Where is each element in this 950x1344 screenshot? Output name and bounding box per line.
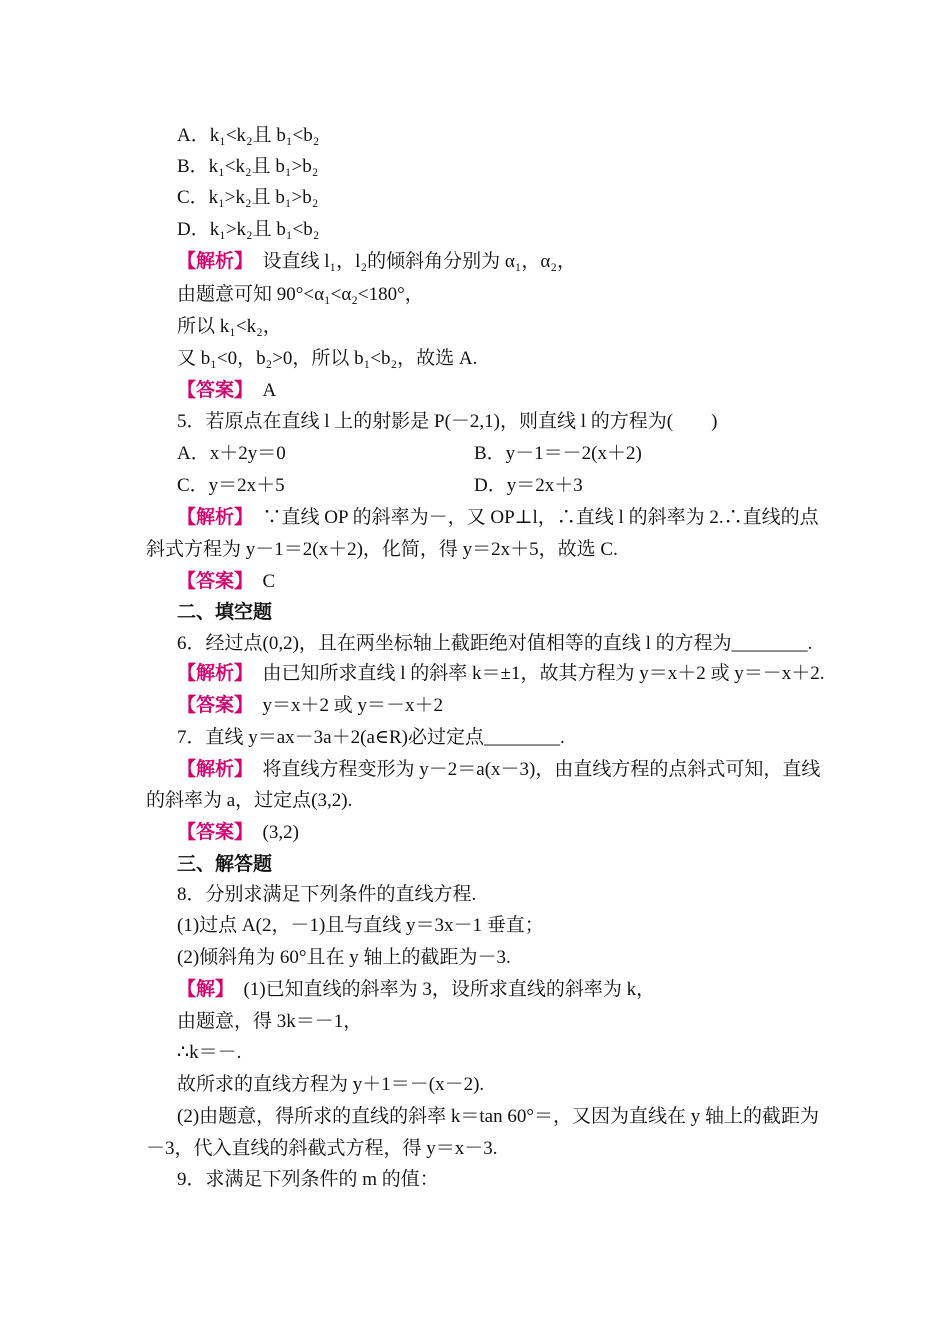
answer-line — [177, 821, 299, 845]
text-line: 所以 k₁<k₂， — [177, 316, 282, 337]
text-line: 斜式方程为 y－1＝2(x＋2)，化简，得 y＝2x＋5，故选 C. — [146, 539, 618, 560]
answer-text: (3,2) — [262, 822, 299, 843]
text-line: (2)倾斜角为 60°且在 y 轴上的截距为－3. — [177, 947, 511, 968]
answer-line — [177, 570, 275, 594]
question-9: 9．求满足下列条件的 m 的值： — [177, 1169, 439, 1190]
option-d: D．y＝2x＋3 — [474, 475, 583, 496]
analysis-line — [177, 758, 820, 782]
answer-text: y＝x＋2 或 y＝－x＋2 — [262, 695, 444, 716]
question-6: 6．经过点(0,2)，且在两坐标轴上截距绝对值相等的直线 l 的方程为________. — [177, 633, 813, 654]
text-line: 的斜率为 a，过定点(3,2). — [146, 790, 353, 811]
text-line: 由题意可知 90°<α₁<α₂<180°， — [177, 284, 424, 305]
question-5: 5．若原点在直线 l 上的射影是 P(－2,1)，则直线 l 的方程为( ) — [177, 411, 718, 432]
option-c: C．y＝2x＋5 — [177, 475, 285, 496]
text-line: 由题意，得 3k＝－1， — [177, 1011, 363, 1032]
answer-line — [177, 379, 276, 403]
question-7: 7．直线 y＝ax－3a＋2(a∈R)必过定点________. — [177, 727, 565, 748]
analysis-tag: 【解析】 — [177, 663, 244, 684]
answer-text: C — [262, 571, 276, 592]
option-b: B．y－1＝－2(x＋2) — [474, 443, 642, 464]
solution-tag: 【解】 — [177, 979, 225, 1000]
analysis-text: 由已知所求直线 l 的斜率 k＝±1，故其方程为 y＝x＋2 或 y＝－x＋2. — [262, 663, 825, 684]
answer-tag: 【答案】 — [177, 822, 244, 843]
analysis-tag: 【解析】 — [177, 507, 244, 528]
analysis-text: ∵直线 OP 的斜率为－，又 OP⊥l，∴直线 l 的斜率为 2.∴直线的点 — [262, 507, 819, 528]
answer-tag: 【答案】 — [177, 695, 244, 716]
section-heading: 三、解答题 — [177, 854, 273, 875]
question-8: 8．分别求满足下列条件的直线方程. — [177, 884, 477, 905]
analysis-text: 将直线方程变形为 y－2＝a(x－3)，由直线方程的点斜式可知，直线 — [262, 759, 821, 780]
answer-line — [177, 694, 443, 718]
text-line: (2)由题意，得所求的直线的斜率 k＝tan 60°＝，又因为直线在 y 轴上的截距为 — [177, 1106, 819, 1127]
answer-tag: 【答案】 — [177, 571, 244, 592]
analysis-line — [177, 506, 819, 530]
answer-tag: 【答案】 — [177, 380, 244, 401]
section-heading: 二、填空题 — [177, 602, 273, 623]
option-a: A．x＋2y＝0 — [177, 443, 286, 464]
solution-line — [177, 978, 655, 1002]
text-line: －3，代入直线的斜截式方程，得 y＝x－3. — [146, 1138, 498, 1159]
text-line: (1)过点 A(2，－1)且与直线 y＝3x－1 垂直； — [177, 915, 544, 936]
text-line: ∴k＝－. — [177, 1042, 242, 1063]
option-d: D．k₁>k₂且 b₁<b₂ — [177, 219, 320, 240]
analysis-line — [177, 250, 576, 274]
text-line: 又 b₁<0，b₂>0，所以 b₁<b₂，故选 A. — [177, 348, 478, 369]
option-c: C．k₁>k₂且 b₁>b₂ — [177, 187, 319, 208]
solution-text: (1)已知直线的斜率为 3，设所求直线的斜率为 k， — [243, 979, 656, 1000]
text-line: 故所求的直线方程为 y＋1＝－(x－2). — [177, 1074, 485, 1095]
answer-text: A — [262, 380, 277, 401]
analysis-tag: 【解析】 — [177, 251, 244, 272]
option-a: A．k₁<k₂且 b₁<b₂ — [177, 125, 320, 146]
analysis-text: 设直线 l₁，l₂的倾斜角分别为 α₁，α₂， — [262, 251, 576, 272]
analysis-tag: 【解析】 — [177, 759, 244, 780]
analysis-line — [177, 662, 825, 686]
option-b: B．k₁<k₂且 b₁>b₂ — [177, 156, 319, 177]
